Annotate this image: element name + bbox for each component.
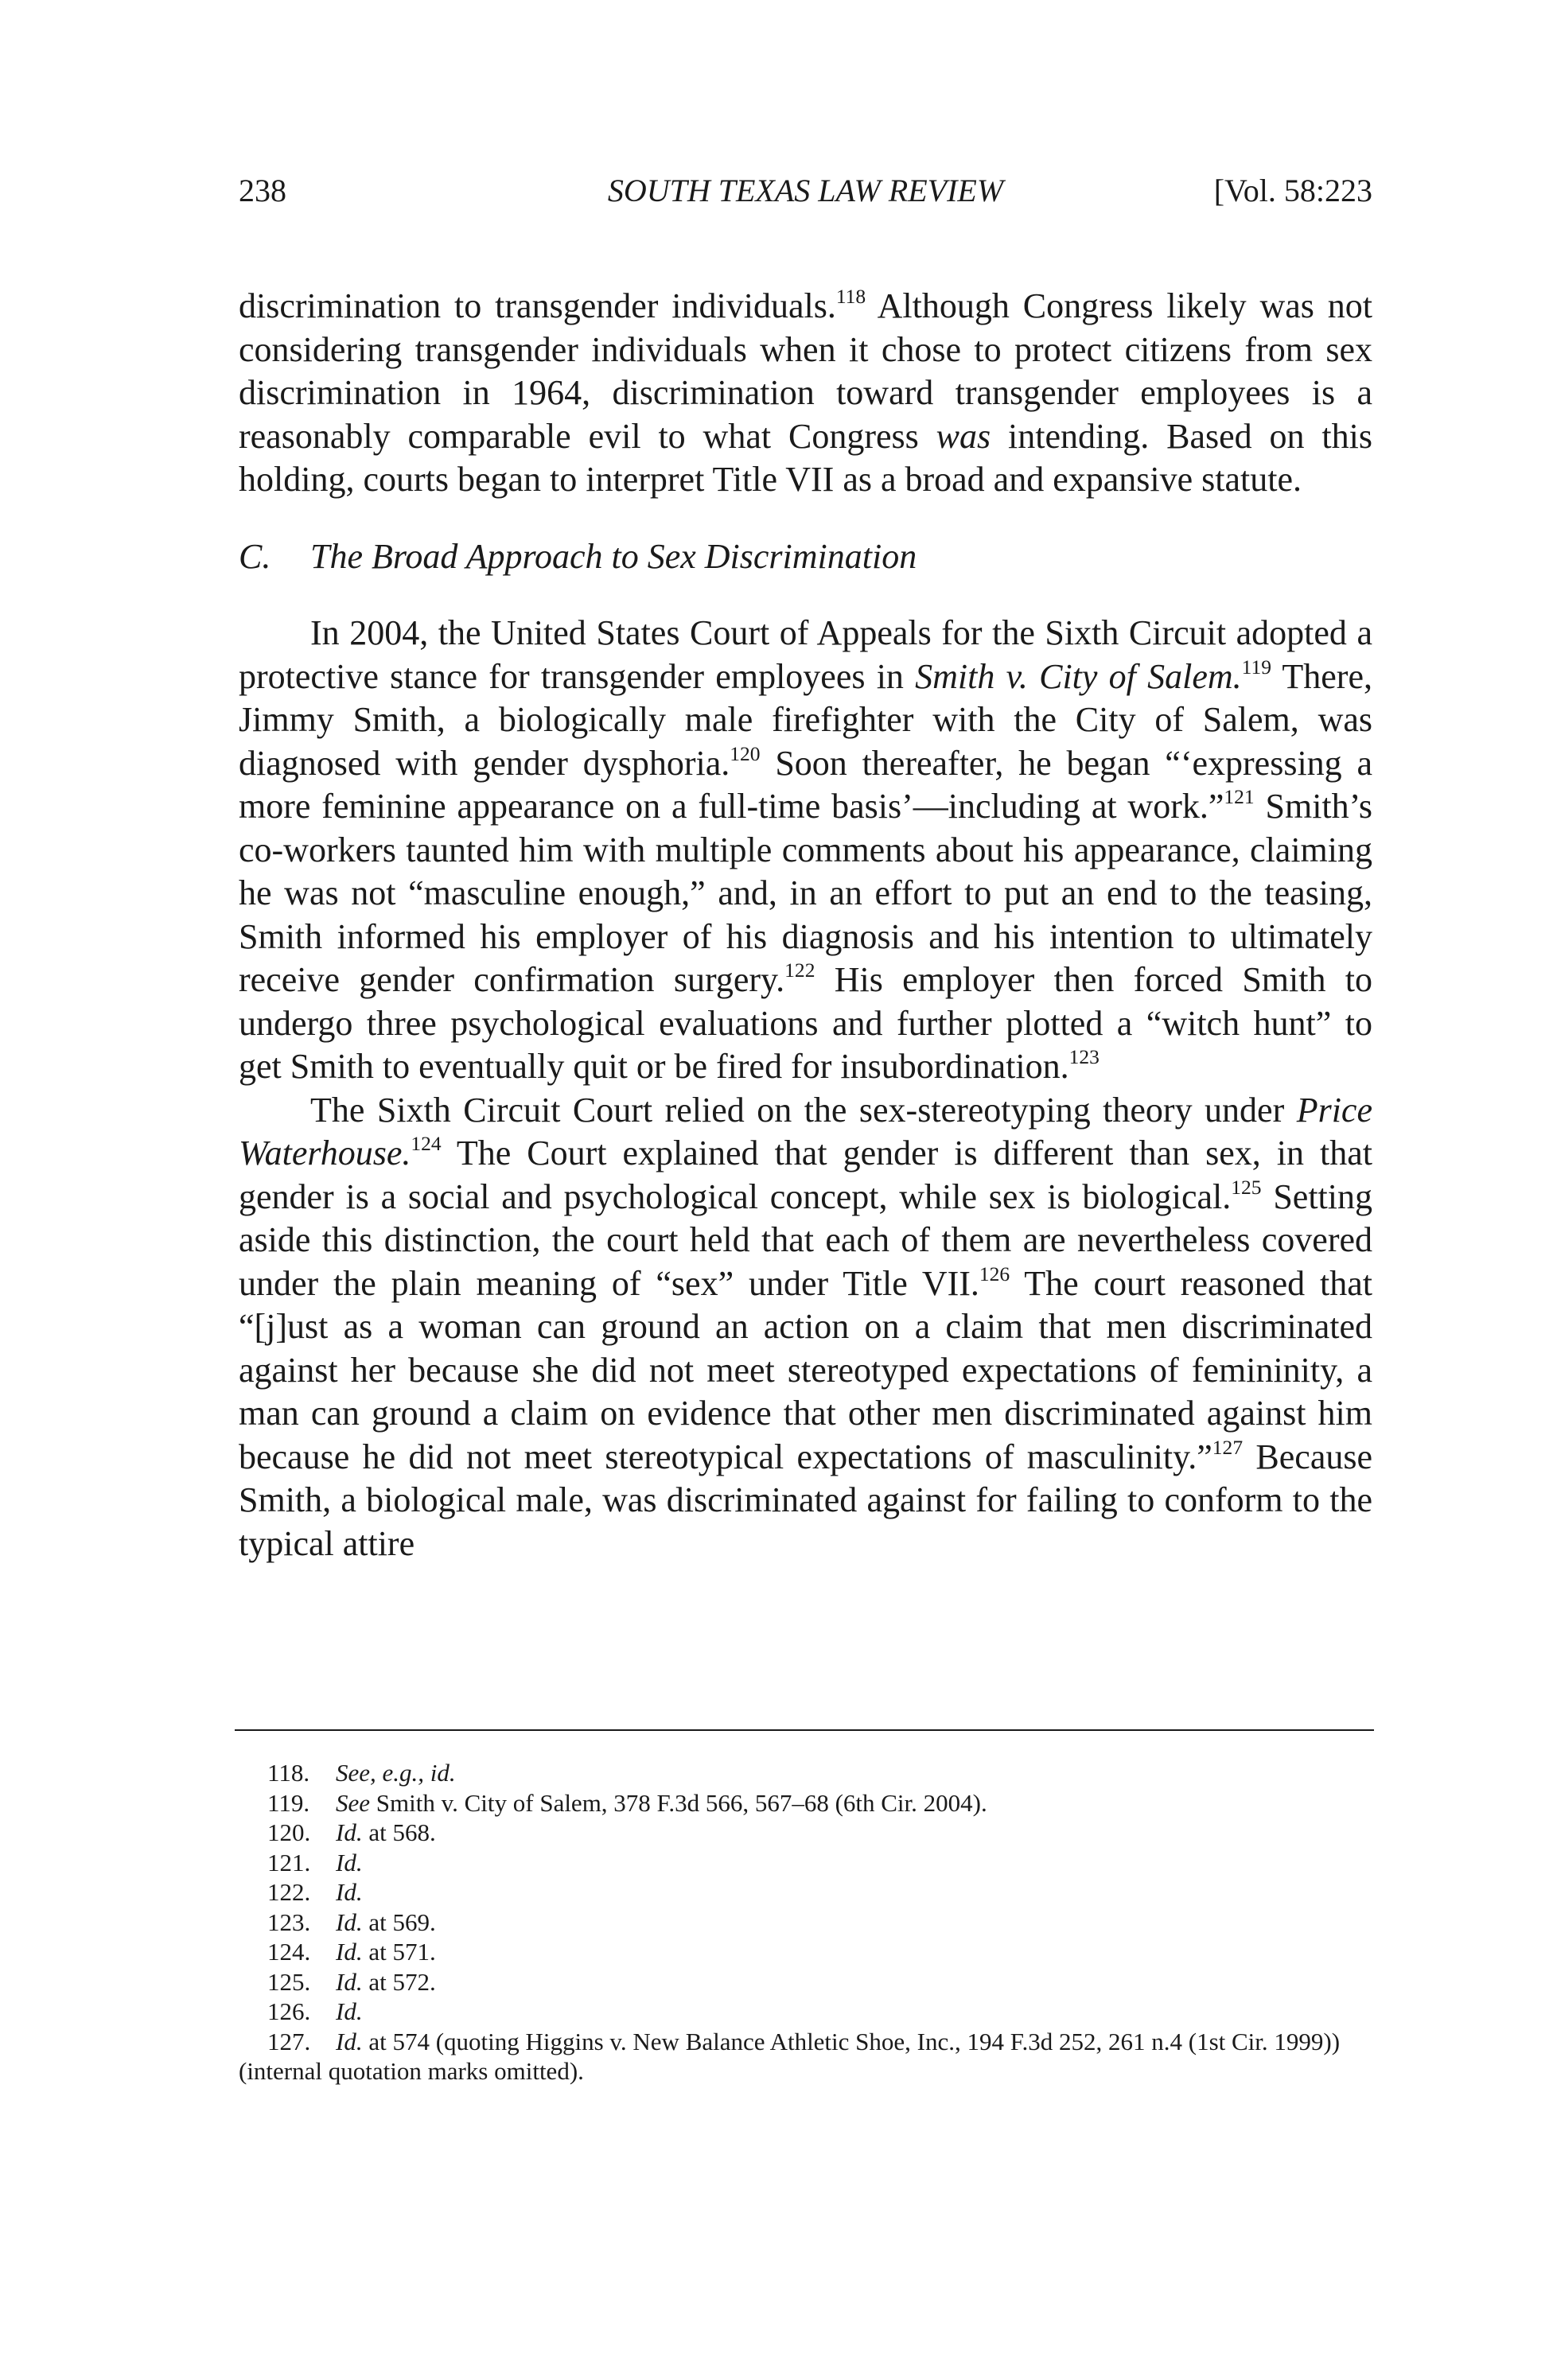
footnote-ref-120[interactable]: 120 xyxy=(730,741,761,765)
footnote-divider xyxy=(235,1729,1374,1731)
footnote-ref-125[interactable]: 125 xyxy=(1231,1175,1262,1199)
footnote-ref-121[interactable]: 121 xyxy=(1224,785,1255,809)
footnote-ref-123[interactable]: 123 xyxy=(1068,1045,1100,1069)
footnote: 122. Id. xyxy=(267,1878,363,1906)
footnote: 125. Id. at 572. xyxy=(267,1967,436,1996)
footnote-ref-127[interactable]: 127 xyxy=(1212,1435,1244,1459)
section-letter: C. xyxy=(239,536,271,576)
paragraph-1: discrimination to transgender individuals.$^{118}$ Although Congress likely was not considering transgender individuals when it chose to protect citizens from sex discrimination in 1964, discrimination toward transgender employees is a reasonably comparable evil to what Congress was intending. Based on this holding, courts began to interpret Title VII as a broad and expansive statute. xyxy=(239,285,1372,499)
body-text xyxy=(239,285,1372,1565)
footnote: 123. Id. at 569. xyxy=(267,1908,436,1936)
paragraph-3: The Sixth Circuit Court relied on the sex-stereotyping theory under Price Waterhouse.$^{124}$ The Court explained that gender is different than sex, in that gender is a social and psychological concept, while sex is biological.$^{125}$ Setting aside this distinction, the court held that each of them are nevertheless covered under the plain meaning of “sex” under Title VII.$^{126}$ The court reasoned that “[j]ust as a woman can ground an action on a claim that men discriminated against her because she did not meet stereotyped expectations of femininity, a man can ground a claim on evidence that other men discriminated against him because he did not meet stereotypical expectations of masculinity.”$^{127}$ Because Smith, a biological male, was discriminated against for failing to conform to the typical attire xyxy=(239,1090,1373,1563)
footnote-ref-124[interactable]: 124 xyxy=(411,1132,442,1156)
footnote: 127. Id. at 574 (quoting Higgins v. New Balance Athletic Shoe, Inc., 194 F.3d 252, 261 n.4 (1st Cir. 1999)) (internal quotation marks omitted). xyxy=(239,2027,1341,2085)
footnote-ref-126[interactable]: 126 xyxy=(979,1262,1010,1285)
footnote: 118. See, e.g., id. xyxy=(267,1759,456,1787)
case-name: Price Waterhouse. xyxy=(239,1090,1372,1172)
footnote: 119. See Smith v. City of Salem, 378 F.3d 566, 567–68 (6th Cir. 2004). xyxy=(267,1788,987,1817)
volume-citation: [Vol. 58:223 xyxy=(1213,173,1372,208)
footnote: 126. Id. xyxy=(267,1997,363,2025)
footnotes xyxy=(239,1758,1372,2086)
journal-title: SOUTH TEXAS LAW REVIEW xyxy=(607,173,1004,208)
footnote-ref-122[interactable]: 122 xyxy=(784,959,815,982)
footnote-ref-118[interactable]: 118 xyxy=(835,285,866,309)
footnote: 121. Id. xyxy=(267,1848,363,1876)
page-number: 238 xyxy=(239,173,286,208)
footnote: 120. Id. at 568. xyxy=(267,1818,436,1846)
paragraph-2: In 2004, the United States Court of Appeals for the Sixth Circuit adopted a protective stance for transgender employees in Smith v. City of Salem.$^{119}$ There, Jimmy Smith, a biologically male firefighter with the City of Salem, was diagnosed with gender dysphoria.$^{120}$ Soon thereafter, he began “‘expressing a more feminine appearance on a full-time basis’—including at work.”$^{121}$ Smith’s co-workers taunted him with multiple comments about his appearance, claiming he was not “masculine enough,” and, in an effort to put an end to the teasing, Smith informed his employer of his diagnosis and his intention to ultimately receive gender confirmation surgery.$^{122}$ His employer then forced Smith to undergo three psychological evaluations and further plotted a “witch hunt” to get Smith to eventually quit or be fired for insubordination.$^{123}$ xyxy=(239,613,1373,1086)
section-heading-c xyxy=(239,535,1372,579)
section-title: The Broad Approach to Sex Discrimination xyxy=(310,536,917,576)
running-header xyxy=(239,167,1372,215)
footnote-ref-119[interactable]: 119 xyxy=(1241,655,1271,679)
footnote: 124. Id. at 571. xyxy=(267,1938,436,1966)
case-name: Smith v. City of Salem. xyxy=(915,656,1242,696)
